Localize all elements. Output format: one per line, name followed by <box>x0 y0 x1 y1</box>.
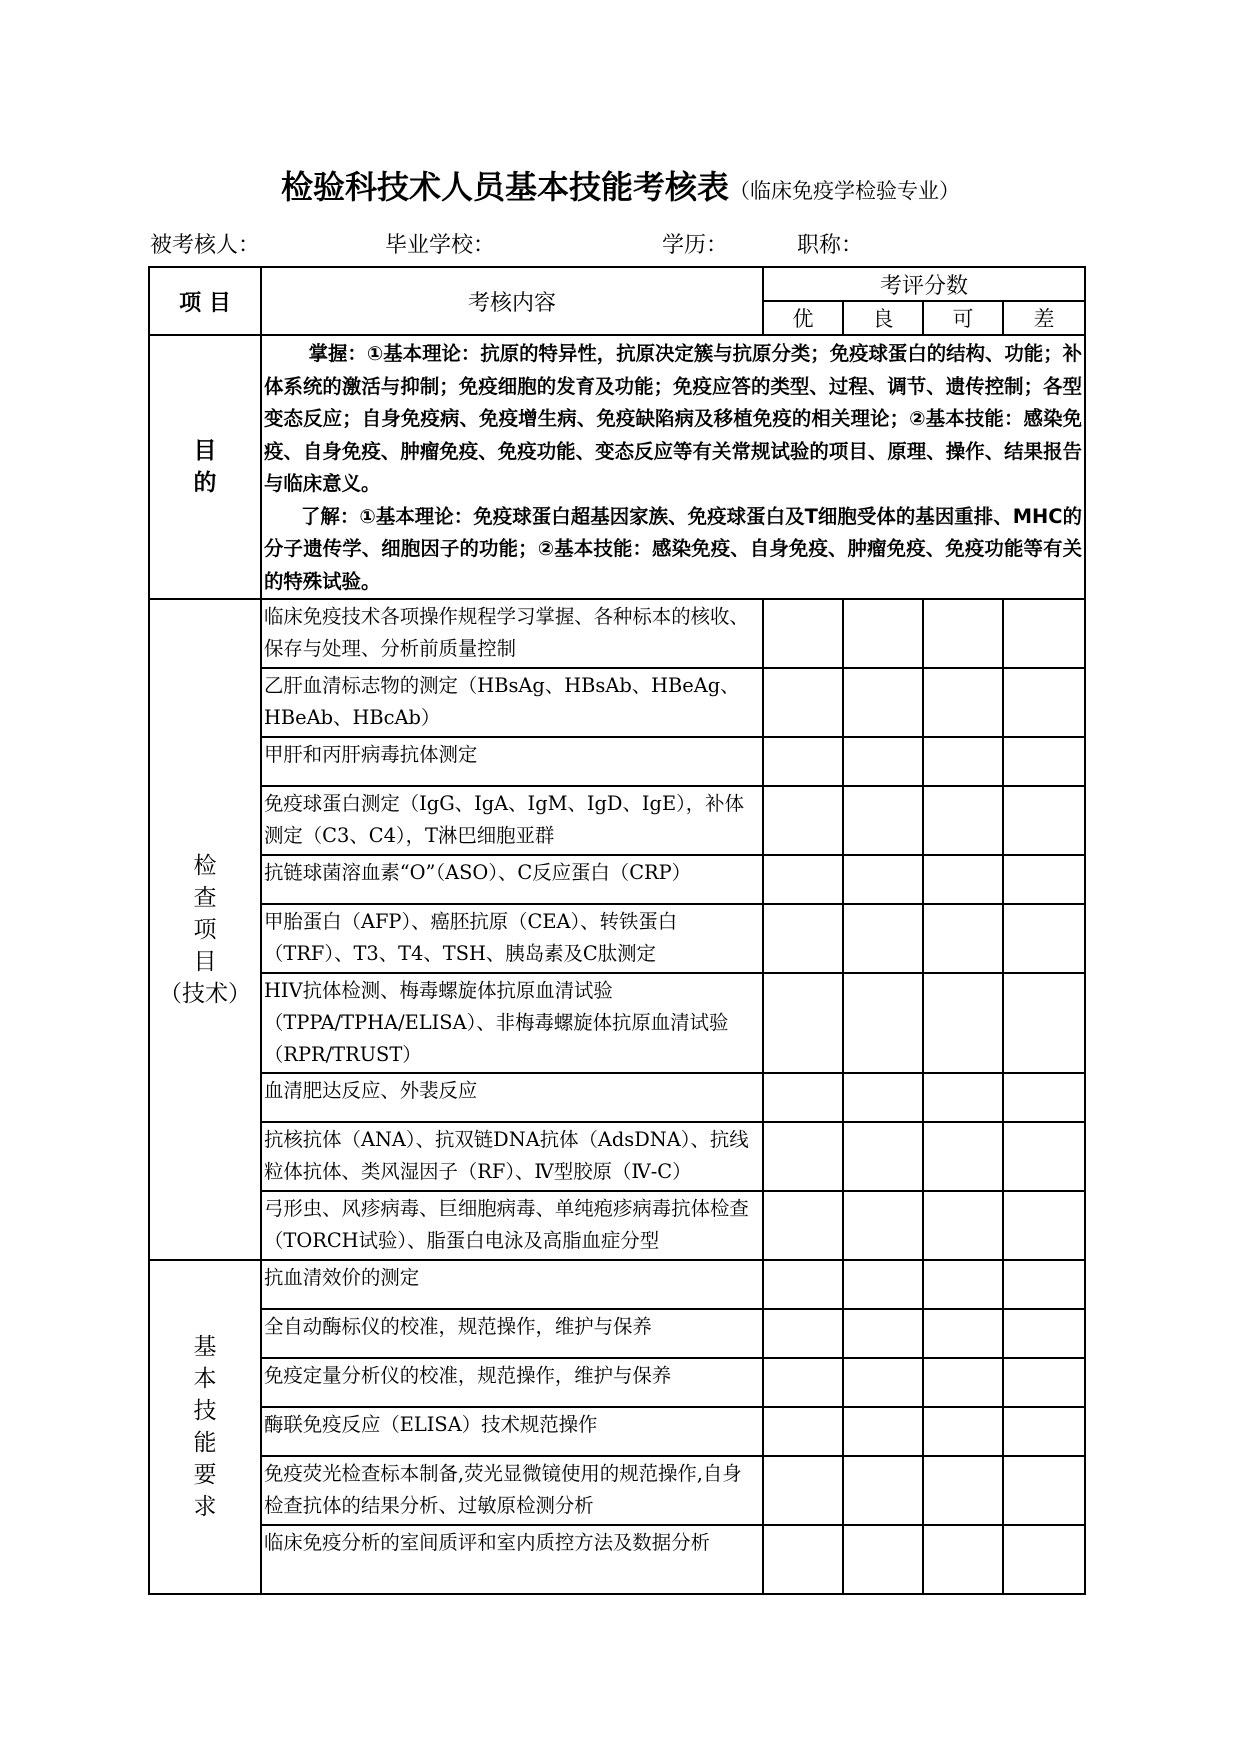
table-row <box>149 737 1085 786</box>
score-cell[interactable] <box>763 1407 843 1456</box>
score-cell[interactable] <box>1003 737 1085 786</box>
score-cell[interactable] <box>923 786 1003 855</box>
score-cell[interactable] <box>763 1309 843 1358</box>
score-cell[interactable] <box>1003 1407 1085 1456</box>
score-cell[interactable] <box>1003 1073 1085 1122</box>
score-cell[interactable] <box>1003 1122 1085 1191</box>
score-cell[interactable] <box>923 1309 1003 1358</box>
score-cell[interactable] <box>923 1073 1003 1122</box>
exam-items-label-sub: （技术） <box>159 980 251 1007</box>
exam-item-text: 甲肝和丙肝病毒抗体测定 <box>261 737 763 786</box>
table-row <box>149 668 1085 737</box>
score-cell[interactable] <box>923 1407 1003 1456</box>
exam-item-text: 免疫球蛋白测定（IgG、IgA、IgM、IgD、IgE），补体测定（C3、C4），T淋巴细胞亚群 <box>261 786 763 855</box>
purpose-master-text: 掌握：①基本理论：抗原的特异性，抗原决定簇与抗原分类；免疫球蛋白的结构、功能；补体系统的激活与抑制；免疫细胞的发育及功能；免疫应答的类型、过程、调节、遗传控制；各型变态反应；自身免疫病、免疫增生病、免疫缺陷病及移植免疫的相关理论；②基本技能：感染免疫、自身免疫、肿瘤免疫、免疫功能、变态反应等有关常规试验的项目、原理、操作、结果报告与临床意义。 <box>264 342 1083 495</box>
table-row <box>149 786 1085 855</box>
grade-good: 良 <box>843 301 923 335</box>
score-cell[interactable] <box>763 1073 843 1122</box>
title-main: 检验科技术人员基本技能考核表 <box>280 168 729 206</box>
score-cell[interactable] <box>923 973 1003 1073</box>
score-cell[interactable] <box>843 1260 923 1309</box>
score-cell[interactable] <box>763 1191 843 1260</box>
skill-item-text: 酶联免疫反应（ELISA）技术规范操作 <box>261 1407 763 1456</box>
score-cell[interactable] <box>843 668 923 737</box>
score-cell[interactable] <box>763 855 843 904</box>
score-cell[interactable] <box>843 855 923 904</box>
score-cell[interactable] <box>843 1191 923 1260</box>
exam-item-text: 抗核抗体（ANA）、抗双链DNA抗体（AdsDNA）、抗线粒体抗体、类风湿因子（RF）、Ⅳ型胶原（Ⅳ-C） <box>261 1122 763 1191</box>
skill-item-text: 抗血清效价的测定 <box>261 1260 763 1309</box>
score-cell[interactable] <box>923 1456 1003 1525</box>
col-header-item: 项 目 <box>149 267 261 335</box>
header-row <box>149 267 1085 301</box>
examinee-label: 被考核人： <box>150 233 261 258</box>
score-cell[interactable] <box>763 904 843 973</box>
grade-poor: 差 <box>1003 301 1085 335</box>
col-header-content-text: 考核内容 <box>467 290 556 316</box>
score-cell[interactable] <box>843 786 923 855</box>
score-cell[interactable] <box>923 1260 1003 1309</box>
table-row <box>149 1309 1085 1358</box>
table-row <box>149 1260 1085 1309</box>
grade-fair: 可 <box>923 301 1003 335</box>
score-cell[interactable] <box>843 737 923 786</box>
table-row <box>149 904 1085 973</box>
score-cell[interactable] <box>763 1358 843 1407</box>
score-cell[interactable] <box>1003 973 1085 1073</box>
score-cell[interactable] <box>763 668 843 737</box>
table-row <box>149 1525 1085 1594</box>
score-cell[interactable] <box>843 1407 923 1456</box>
table-row <box>149 973 1085 1073</box>
col-header-content <box>261 267 763 335</box>
exam-item-text: 乙肝血清标志物的测定（HBsAg、HBsAb、HBeAg、HBeAb、HBcAb） <box>261 668 763 737</box>
score-cell[interactable] <box>923 855 1003 904</box>
skills-label <box>149 1260 261 1594</box>
table-row <box>149 1191 1085 1260</box>
score-cell[interactable] <box>763 786 843 855</box>
exam-item-text: 甲胎蛋白（AFP）、癌胚抗原（CEA）、转铁蛋白（TRF）、T3、T4、TSH、胰岛素及C肽测定 <box>261 904 763 973</box>
score-cell[interactable] <box>923 599 1003 668</box>
score-cell[interactable] <box>923 904 1003 973</box>
purpose-content <box>261 335 1085 599</box>
table-row <box>149 1073 1085 1122</box>
score-cell[interactable] <box>843 973 923 1073</box>
table-row <box>149 599 1085 668</box>
education-label: 学历： <box>662 233 729 258</box>
table-row <box>149 1407 1085 1456</box>
exam-items-label-text: 检查项目 <box>193 852 217 975</box>
exam-item-text: HIV抗体检测、梅毒螺旋体抗原血清试验（TPPA/TPHA/ELISA）、非梅毒螺旋体抗原血清试验（RPR/TRUST） <box>261 973 763 1073</box>
document-title <box>0 162 1241 208</box>
table-row <box>149 1122 1085 1191</box>
purpose-label-text: 目的 <box>193 438 217 496</box>
score-cell[interactable] <box>1003 1358 1085 1407</box>
score-cell[interactable] <box>843 904 923 973</box>
purpose-label <box>149 335 261 599</box>
score-cell[interactable] <box>843 1073 923 1122</box>
score-cell[interactable] <box>1003 1525 1085 1594</box>
skill-item-text: 全自动酶标仪的校准，规范操作，维护与保养 <box>261 1309 763 1358</box>
score-cell[interactable] <box>843 1456 923 1525</box>
table-row <box>149 1456 1085 1525</box>
score-cell[interactable] <box>843 599 923 668</box>
score-cell[interactable] <box>843 1358 923 1407</box>
table-row <box>149 1358 1085 1407</box>
purpose-row <box>149 335 1085 599</box>
score-cell[interactable] <box>1003 855 1085 904</box>
score-cell[interactable] <box>843 1122 923 1191</box>
score-cell[interactable] <box>1003 904 1085 973</box>
score-cell[interactable] <box>923 737 1003 786</box>
skill-item-text: 临床免疫分析的室间质评和室内质控方法及数据分析 <box>261 1525 763 1594</box>
exam-items-label <box>149 599 261 1260</box>
exam-item-text: 临床免疫技术各项操作规程学习掌握、各种标本的核收、保存与处理、分析前质量控制 <box>261 599 763 668</box>
score-cell[interactable] <box>923 668 1003 737</box>
col-header-score-text: 考评分数 <box>880 273 969 299</box>
skill-item-text: 免疫荧光检查标本制备,荧光显微镜使用的规范操作,自身检查抗体的结果分析、过敏原检测分析 <box>261 1456 763 1525</box>
title-rank-label: 职称： <box>797 233 864 258</box>
score-cell[interactable] <box>1003 599 1085 668</box>
score-cell[interactable] <box>843 1309 923 1358</box>
score-cell[interactable] <box>923 1191 1003 1260</box>
exam-item-text: 弓形虫、风疹病毒、巨细胞病毒、单纯疱疹病毒抗体检查（TORCH试验）、脂蛋白电泳及高脂血症分型 <box>261 1191 763 1260</box>
score-cell[interactable] <box>923 1358 1003 1407</box>
skill-item-text: 免疫定量分析仪的校准，规范操作，维护与保养 <box>261 1358 763 1407</box>
score-cell[interactable] <box>763 1456 843 1525</box>
score-cell[interactable] <box>763 1122 843 1191</box>
score-cell[interactable] <box>763 599 843 668</box>
table-row <box>149 855 1085 904</box>
grade-excellent: 优 <box>763 301 843 335</box>
score-cell[interactable] <box>1003 1456 1085 1525</box>
score-cell[interactable] <box>763 737 843 786</box>
score-cell[interactable] <box>923 1122 1003 1191</box>
skills-label-text: 基本技能要求 <box>193 1334 217 1520</box>
exam-item-text: 血清肥达反应、外裴反应 <box>261 1073 763 1122</box>
score-cell[interactable] <box>763 1525 843 1594</box>
school-label: 毕业学校： <box>385 233 496 258</box>
score-cell[interactable] <box>1003 668 1085 737</box>
purpose-understand-text: 了解：①基本理论：免疫球蛋白超基因家族、免疫球蛋白及T细胞受体的基因重排、MHC的分子遗传学、细胞因子的功能；②基本技能：感染免疫、自身免疫、肿瘤免疫、免疫功能等有关的特殊试验。 <box>264 504 1083 593</box>
col-header-score <box>763 267 1085 301</box>
exam-item-text: 抗链球菌溶血素“O”（ASO）、C反应蛋白（CRP） <box>261 855 763 904</box>
title-subtitle: （临床免疫学检验专业） <box>729 179 960 203</box>
assessment-table <box>148 266 1086 1595</box>
score-cell[interactable] <box>1003 786 1085 855</box>
score-cell[interactable] <box>763 1260 843 1309</box>
score-cell[interactable] <box>1003 1309 1085 1358</box>
score-cell[interactable] <box>763 973 843 1073</box>
score-cell[interactable] <box>923 1525 1003 1594</box>
score-cell[interactable] <box>843 1525 923 1594</box>
score-cell[interactable] <box>1003 1191 1085 1260</box>
score-cell[interactable] <box>1003 1260 1085 1309</box>
